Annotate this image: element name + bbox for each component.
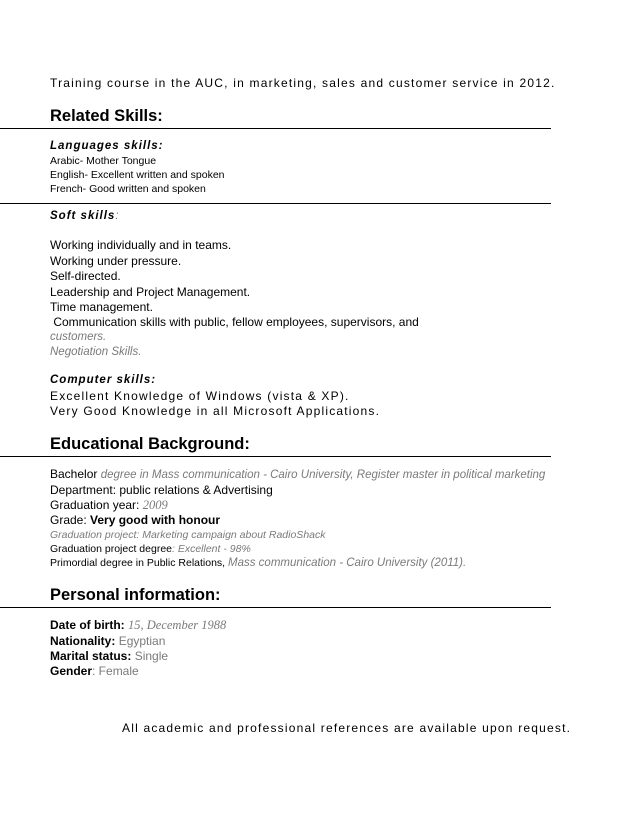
graduation-project-line: Graduation project: Marketing campaign about RadioShack xyxy=(50,529,326,541)
graduation-degree-value: : Excellent - 98% xyxy=(172,543,251,555)
computer-skill-item: Very Good Knowledge in all Microsoft Applications. xyxy=(50,404,381,418)
marital-status-line xyxy=(50,649,168,663)
related-skills-heading: Related Skills: xyxy=(50,107,163,125)
bachelor-detail: degree in Mass communication - Cairo University, Register master in political marketing xyxy=(100,469,546,481)
soft-skills-title xyxy=(50,210,119,222)
nationality-line xyxy=(50,634,165,648)
primordial-degree-line xyxy=(50,557,466,569)
computer-skills-title: Computer skills: xyxy=(50,374,157,386)
graduation-degree-line xyxy=(50,543,251,555)
graduation-year-value: 2009 xyxy=(142,498,168,512)
soft-skill-item: Working under pressure. xyxy=(50,254,182,268)
graduation-degree-label: Graduation project degree xyxy=(50,543,172,555)
grade-line xyxy=(50,513,220,527)
grade-label: Grade: xyxy=(50,513,87,527)
dob-label: Date of birth: xyxy=(50,618,125,632)
graduation-year-label: Graduation year: xyxy=(50,498,140,512)
gender-line xyxy=(50,664,139,678)
primordial-degree-label: Primordial degree in Public Relations, xyxy=(50,557,226,569)
language-item: Arabic- Mother Tongue xyxy=(50,155,157,167)
gender-label: Gender xyxy=(50,664,93,678)
grade-value: Very good with honour xyxy=(90,513,221,527)
education-heading: Educational Background: xyxy=(50,435,250,453)
references-note: All academic and professional references are available upon request. xyxy=(122,721,572,735)
soft-skill-item: Self-directed. xyxy=(50,269,121,283)
bachelor-line xyxy=(50,467,545,481)
soft-skills-title-text: Soft skills xyxy=(50,210,116,222)
nationality-label: Nationality: xyxy=(50,634,116,648)
training-line: Training course in the AUC, in marketing, sales and customer service in 2012. xyxy=(50,76,556,90)
marital-status-label: Marital status: xyxy=(50,649,132,663)
primordial-degree-value: Mass communication - Cairo University (2011). xyxy=(228,557,467,569)
graduation-year-line xyxy=(50,498,168,513)
dob-value: 15, December 1988 xyxy=(128,618,227,632)
soft-skill-item-gray: Negotiation Skills. xyxy=(50,346,142,358)
soft-skill-item-gray: customers. xyxy=(50,331,107,343)
section-divider xyxy=(0,456,551,457)
soft-skill-item: Communication skills with public, fellow employees, supervisors, and xyxy=(50,315,419,329)
nationality-value: Egyptian xyxy=(118,634,166,648)
dob-line xyxy=(50,618,226,633)
section-divider xyxy=(0,607,551,608)
computer-skill-item: Excellent Knowledge of Windows (vista & XP). xyxy=(50,389,350,403)
department-line: Department: public relations & Advertising xyxy=(50,483,273,497)
soft-skill-item: Time management. xyxy=(50,300,153,314)
gender-value: : Female xyxy=(92,664,139,678)
section-divider xyxy=(0,128,551,129)
soft-skill-item: Leadership and Project Management. xyxy=(50,285,251,299)
language-item: French- Good written and spoken xyxy=(50,183,206,195)
language-item: English- Excellent written and spoken xyxy=(50,169,225,181)
soft-skills-colon: : xyxy=(115,210,119,222)
section-divider xyxy=(0,203,551,204)
personal-info-heading: Personal information: xyxy=(50,586,221,604)
bachelor-label: Bachelor xyxy=(50,467,98,481)
marital-status-value: Single xyxy=(134,649,169,663)
languages-skills-title: Languages skills: xyxy=(50,140,164,152)
soft-skill-item: Working individually and in teams. xyxy=(50,238,232,252)
